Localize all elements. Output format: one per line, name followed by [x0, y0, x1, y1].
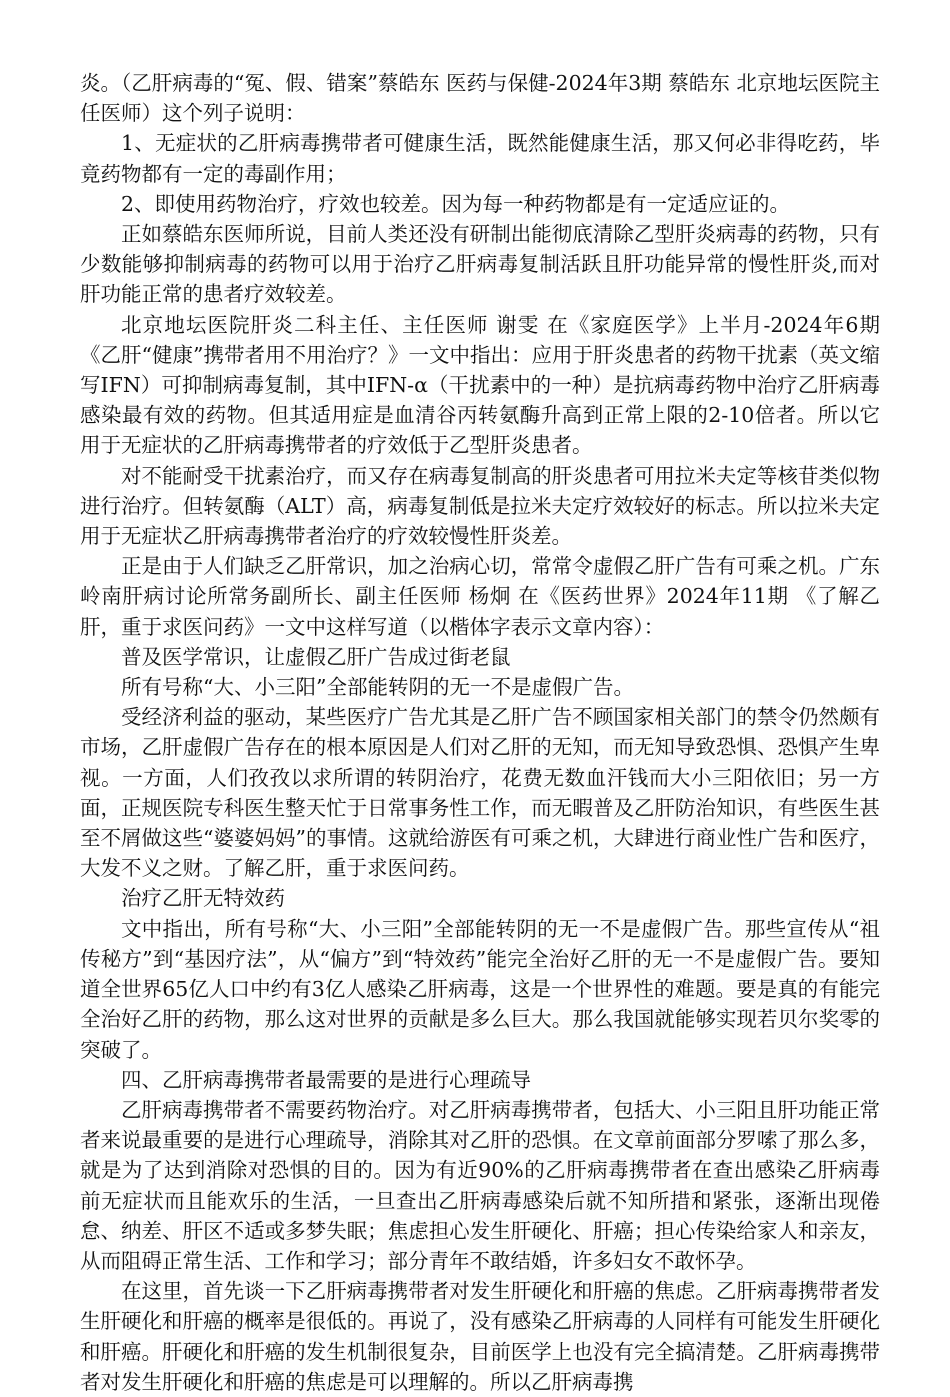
paragraph-1: 炎。（乙肝病毒的“冤、假、错案”蔡皓东 医药与保健-2024年3期 蔡皓东 北京地坛医院主任医师）这个列子说明：	[80, 71, 880, 126]
paragraph-6: 对不能耐受干扰素治疗，而又存在病毒复制高的肝炎患者可用拉米夫定等核苷类似物进行治疗。但转氨酶（ALT）高，病毒复制低是拉米夫定疗效较好的标志。所以拉米夫定用于无症状乙肝病毒携带者治疗的疗效较慢性肝炎差。	[80, 463, 880, 549]
paragraph-10: 受经济利益的驱动，某些医疗广告尤其是乙肝广告不顾国家相关部门的禁令仍然颇有市场，乙肝虚假广告存在的根本原因是人们对乙肝的无知，而无知导致恐惧、恐惧产生卑视。一方面，人们孜孜以求所谓的转阴治疗，花费无数血汗钱而大小三阳依旧；另一方面，正规医院专科医生整天忙于日常事务性工作，而无暇普及乙肝防治知识，有些医生甚至不屑做这些“婆婆妈妈”的事情。这就给游医有可乘之机，大肆进行商业性广告和医疗，大发不义之财。了解乙肝，重于求医问药。	[80, 705, 880, 881]
paragraph-7: 正是由于人们缺乏乙肝常识，加之治病心切，常常令虚假乙肝广告有可乘之机。广东岭南肝病讨论所常务副所长、副主任医师 杨炯 在《医药世界》2024年11期 《了解乙肝，重于求医问药》一文中这样写道（以楷体字表示文章内容）：	[80, 554, 880, 639]
paragraph-12: 文中指出，所有号称“大、小三阳”全部能转阴的无一不是虚假广告。那些宣传从“祖传秘方”到“基因疗法”，从“偏方”到“特效药”能完全治好乙肝的无一不是虚假广告。要知道全世界65亿人口中约有3亿人感染乙肝病毒，这是一个世界性的难题。要是真的有能完全治好乙肝的药物，那么这对世界的贡献是多么巨大。那么我国就能够实现若贝尔奖零的突破了。	[80, 916, 880, 1062]
document-body	[80, 68, 880, 1397]
paragraph-3: 2、即使用药物治疗，疗效也较差。因为每一种药物都是有一定适应证的。	[121, 191, 791, 216]
paragraph-15: 在这里，首先谈一下乙肝病毒携带者对发生肝硬化和肝癌的焦虑。乙肝病毒携带者发生肝硬化和肝癌的概率是很低的。再说了，没有感染乙肝病毒的人同样有可能发生肝硬化和肝癌。肝硬化和肝癌的发生机制很复杂，目前医学上也没有完全搞清楚。乙肝病毒携带者对发生肝硬化和肝癌的焦虑是可以理解的。所以乙肝病毒携	[80, 1279, 880, 1394]
section-heading-psychological-counseling: 四、乙肝病毒携带者最需要的是进行心理疏导	[121, 1067, 531, 1092]
paragraph-9: 所有号称“大、小三阳”全部能转阴的无一不是虚假广告。	[121, 675, 634, 700]
paragraph-4: 正如蔡皓东医师所说，目前人类还没有研制出能彻底清除乙型肝炎病毒的药物，只有少数能够抑制病毒的药物可以用于治疗乙肝病毒复制活跃且肝功能异常的慢性肝炎,而对肝功能正常的患者疗效较差。	[80, 222, 880, 307]
section-heading-no-special-drug: 治疗乙肝无特效药	[121, 886, 285, 911]
paragraph-2: 1、无症状的乙肝病毒携带者可健康生活，既然能健康生活，那又何必非得吃药，毕竟药物都有一定的毒副作用；	[80, 131, 880, 186]
paragraph-5: 北京地坛医院肝炎二科主任、主任医师 谢雯 在《家庭医学》上半月-2024年6期 《乙肝“健康”携带者用不用治疗？》一文中指出：应用于肝炎患者的药物干扰素（英文缩写IFN）可抑制病毒复制，其中IFN-α（干扰素中的一种）是抗病毒药物中治疗乙肝病毒感染最有效的药物。但其适用症是血清谷丙转氨酶升高到正常上限的2-10倍者。所以它用于无症状的乙肝病毒携带者的疗效低于乙型肝炎患者。	[80, 312, 880, 458]
section-heading-popular-science: 普及医学常识，让虚假乙肝广告成过街老鼠	[121, 644, 511, 669]
paragraph-14: 乙肝病毒携带者不需要药物治疗。对乙肝病毒携带者，包括大、小三阳且肝功能正常者来说最重要的是进行心理疏导，消除其对乙肝的恐惧。在文章前面部分罗嗦了那么多，就是为了达到消除对恐惧的目的。因为有近90%的乙肝病毒携带者在查出感染乙肝病毒前无症状而且能欢乐的生活，一旦查出乙肝病毒感染后就不知所措和紧张，逐渐出现倦怠、纳差、肝区不适或多梦失眠；焦虑担心发生肝硬化、肝癌；担心传染给家人和亲友，从而阻碍正常生活、工作和学习；部分青年不敢结婚，许多妇女不敢怀孕。	[80, 1097, 880, 1273]
